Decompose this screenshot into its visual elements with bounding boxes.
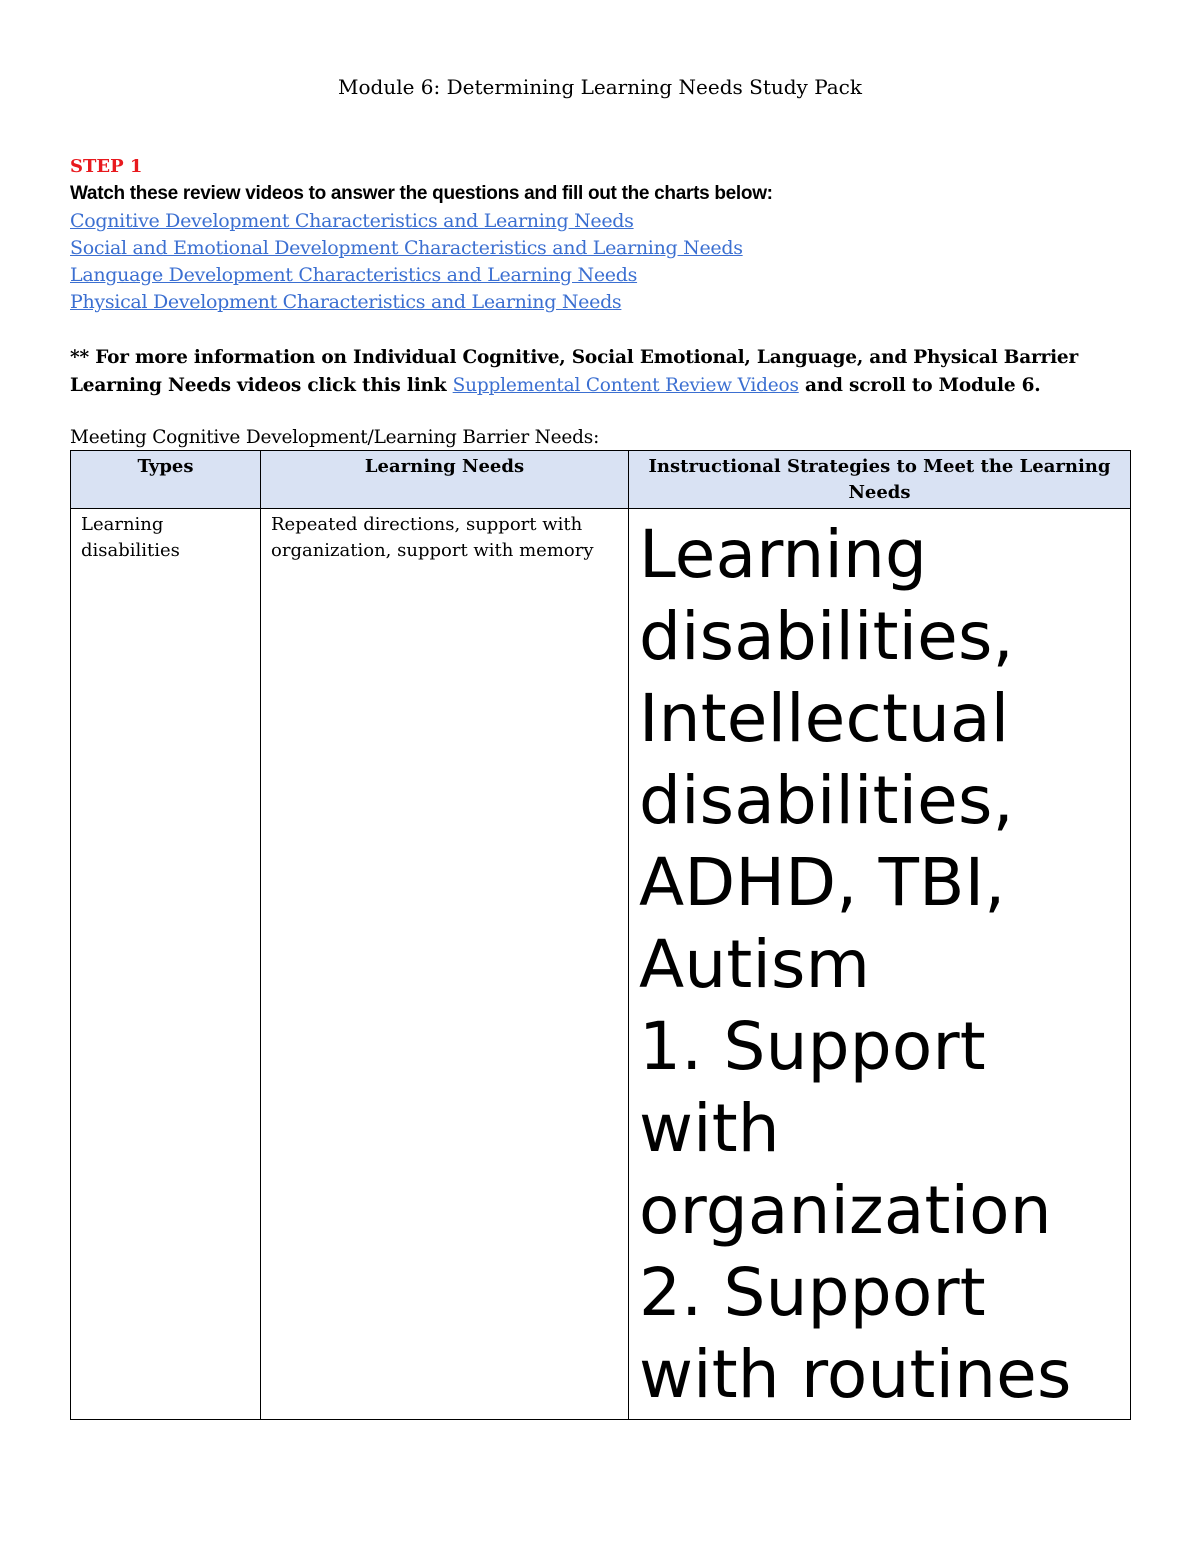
table-header-row bbox=[71, 451, 1131, 509]
strategies-answer-text: Learning disabilities, Intellectual disabilities, ADHD, TBI, Autism 1. Support with organization 2. Support with routines bbox=[639, 516, 1072, 1413]
supplemental-videos-link[interactable]: Supplemental Content Review Videos bbox=[452, 375, 799, 396]
supplemental-note bbox=[70, 344, 1150, 400]
link-language-development[interactable]: Language Development Characteristics and Learning Needs bbox=[70, 264, 638, 286]
header-learning-needs: Learning Needs bbox=[261, 451, 629, 509]
cell-strategies bbox=[629, 509, 1131, 1420]
note-prefix: ** For more information on Individual Cognitive, Social Emotional, Language, and Physical Barrier Learning Needs videos click this link bbox=[70, 347, 1079, 396]
learning-needs-table bbox=[70, 450, 1131, 1420]
step-instructions: Watch these review videos to answer the questions and fill out the charts below: bbox=[70, 183, 773, 204]
cell-learning-needs: Repeated directions, support with organization, support with memory bbox=[261, 509, 629, 1420]
step-section bbox=[70, 154, 1140, 316]
link-social-emotional-development[interactable]: Social and Emotional Development Characteristics and Learning Needs bbox=[70, 237, 743, 259]
section-heading: Meeting Cognitive Development/Learning Barrier Needs: bbox=[70, 427, 600, 448]
document-title: Module 6: Determining Learning Needs Study Pack bbox=[338, 75, 862, 99]
link-physical-development[interactable]: Physical Development Characteristics and Learning Needs bbox=[70, 291, 622, 313]
cell-type: Learning disabilities bbox=[71, 509, 261, 1420]
link-cognitive-development[interactable]: Cognitive Development Characteristics and Learning Needs bbox=[70, 210, 634, 232]
table-row bbox=[71, 509, 1131, 1420]
header-strategies: Instructional Strategies to Meet the Learning Needs bbox=[629, 451, 1131, 509]
header-types: Types bbox=[71, 451, 261, 509]
note-suffix: and scroll to Module 6. bbox=[798, 375, 1041, 396]
step-label: STEP 1 bbox=[70, 156, 143, 177]
